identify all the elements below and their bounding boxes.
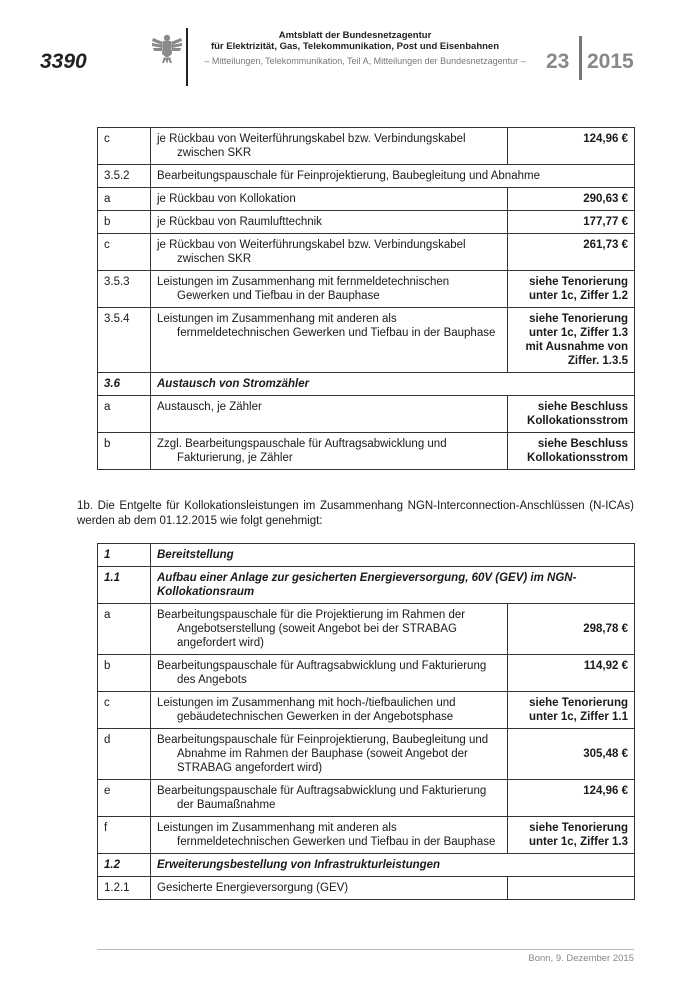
row-number: b (98, 655, 151, 692)
row-description-text: Leistungen im Zusammenhang mit fernmeldetechnischen Gewerken und Tiefbau in der Bauphase (157, 276, 450, 302)
federal-eagle-icon (150, 32, 184, 66)
table-row (98, 780, 635, 817)
row-number: b (98, 211, 151, 234)
row-number: c (98, 692, 151, 729)
header-divider (186, 28, 188, 86)
row-price: siehe Tenorierung unter 1c, Ziffer 1.1 (508, 692, 635, 729)
table-row (98, 165, 635, 188)
row-description-text: Leistungen im Zusammenhang mit anderen als fernmeldetechnischen Gewerken und Tiefbau in der Bauphase (157, 822, 496, 848)
issue-divider (579, 36, 582, 80)
section-number: 1.2 (98, 854, 151, 877)
paragraph-1b: 1b. Die Entgelte für Kollokationsleistungen im Zusammenhang NGN-Interconnection-Anschlüssen (N-ICAs) werden ab dem 01.12.2015 wie folgt genehmigt: (77, 500, 634, 527)
table-row (98, 433, 635, 470)
table-row (98, 128, 635, 165)
journal-title-line1: Amtsblatt der Bundesnetzagentur (278, 30, 432, 41)
row-number: a (98, 396, 151, 433)
row-description (151, 692, 508, 729)
row-description (151, 188, 508, 211)
row-price: 261,73 € (508, 234, 635, 271)
row-description-text: Gesicherte Energieversorgung (GEV) (157, 882, 349, 894)
section-row (98, 544, 635, 567)
row-number: c (98, 128, 151, 165)
row-price: siehe Tenorierung unter 1c, Ziffer 1.3 mit Ausnahme von Ziffer. 1.3.5 (508, 308, 635, 373)
table-row (98, 604, 635, 655)
row-price: 124,96 € (508, 780, 635, 817)
section-number: 3.6 (98, 373, 151, 396)
table-row (98, 308, 635, 373)
fee-table-1 (97, 127, 635, 470)
section-row (98, 373, 635, 396)
row-description (151, 271, 508, 308)
row-description (151, 308, 508, 373)
section-row (98, 854, 635, 877)
row-description (151, 396, 508, 433)
journal-title (190, 30, 520, 52)
section-title: Erweiterungsbestellung von Infrastrukturleistungen (151, 854, 635, 877)
issue-year: 2015 (587, 50, 634, 73)
row-description-text: Bearbeitungspauschale für die Projektierung im Rahmen der Angebotserstellung (soweit Angebot bei der STRABAG angefordert wird) (157, 609, 466, 649)
row-description (151, 211, 508, 234)
row-description-text: Austausch, je Zähler (157, 401, 262, 413)
section-number: 1 (98, 544, 151, 567)
row-description (151, 780, 508, 817)
row-description-text: Bearbeitungspauschale für Feinprojektierung, Baubegleitung und Abnahme im Rahmen der Bauphase (soweit Angebot der STRABAG angefordert wird) (157, 734, 489, 774)
row-description-text: Leistungen im Zusammenhang mit anderen als fernmeldetechnischen Gewerken und Tiefbau in der Bauphase (157, 313, 496, 339)
row-number: b (98, 433, 151, 470)
row-description (151, 877, 508, 900)
row-description-text: je Rückbau von Weiterführungskabel bzw. Verbindungskabel zwischen SKR (157, 133, 466, 159)
fee-table-2 (97, 543, 635, 900)
row-description-text: Bearbeitungspauschale für Auftragsabwicklung und Fakturierung der Baumaßnahme (157, 785, 487, 811)
section-row (98, 567, 635, 604)
section-number: 1.1 (98, 567, 151, 604)
row-price: siehe Tenorierung unter 1c, Ziffer 1.3 (508, 817, 635, 854)
table-row (98, 729, 635, 780)
journal-title-line2: für Elektrizität, Gas, Telekommunikation, Post und Eisenbahnen (210, 41, 500, 52)
row-description-text: Zzgl. Bearbeitungspauschale für Auftragsabwicklung und Fakturierung, je Zähler (157, 438, 447, 464)
row-price: 114,92 € (508, 655, 635, 692)
row-price: 124,96 € (508, 128, 635, 165)
section-title: Aufbau einer Anlage zur gesicherten Energieversorgung, 60V (GEV) im NGN-Kollokationsraum (151, 567, 635, 604)
table-row (98, 655, 635, 692)
row-number: 3.5.2 (98, 165, 151, 188)
row-description-text: je Rückbau von Kollokation (157, 193, 296, 205)
row-number: 3.5.3 (98, 271, 151, 308)
page-number: 3390 (40, 50, 87, 73)
row-price: siehe Beschluss Kollokationsstrom (508, 433, 635, 470)
table-row (98, 396, 635, 433)
section-title: Bereitstellung (151, 544, 635, 567)
row-description-text: Leistungen im Zusammenhang mit hoch-/tiefbaulichen und gebäudetechnischen Gewerken in der Angebotsphase (157, 697, 456, 723)
row-price (508, 877, 635, 900)
row-price: 177,77 € (508, 211, 635, 234)
row-description (151, 604, 508, 655)
table-row (98, 271, 635, 308)
row-description (151, 165, 635, 188)
footer-divider (97, 949, 634, 950)
table-row (98, 692, 635, 729)
row-description-text: Bearbeitungspauschale für Feinprojektierung, Baubegleitung und Abnahme (157, 170, 540, 182)
row-price: 305,48 € (508, 729, 635, 780)
table-row (98, 188, 635, 211)
row-description (151, 655, 508, 692)
row-number: f (98, 817, 151, 854)
table-row (98, 211, 635, 234)
row-number: 1.2.1 (98, 877, 151, 900)
row-description-text: Bearbeitungspauschale für Auftragsabwicklung und Fakturierung des Angebots (157, 660, 487, 686)
row-description (151, 234, 508, 271)
table-row (98, 877, 635, 900)
table-row (98, 817, 635, 854)
row-description-text: je Rückbau von Weiterführungskabel bzw. Verbindungskabel zwischen SKR (157, 239, 466, 265)
row-number: 3.5.4 (98, 308, 151, 373)
row-description (151, 433, 508, 470)
row-number: c (98, 234, 151, 271)
issue-number: 23 (546, 50, 570, 73)
journal-subtitle: – Mitteilungen, Telekommunikation, Teil A, Mitteilungen der Bundesnetzagentur – (204, 56, 526, 66)
table-row (98, 234, 635, 271)
row-price: 298,78 € (508, 604, 635, 655)
row-price: siehe Tenorierung unter 1c, Ziffer 1.2 (508, 271, 635, 308)
row-number: d (98, 729, 151, 780)
row-description (151, 817, 508, 854)
section-title: Austausch von Stromzähler (151, 373, 635, 396)
row-price: siehe Beschluss Kollokationsstrom (508, 396, 635, 433)
row-description-text: je Rückbau von Raumlufttechnik (157, 216, 322, 228)
footer-place-date: Bonn, 9. Dezember 2015 (528, 953, 634, 964)
row-number: e (98, 780, 151, 817)
row-description (151, 729, 508, 780)
row-number: a (98, 604, 151, 655)
row-number: a (98, 188, 151, 211)
row-description (151, 128, 508, 165)
row-price: 290,63 € (508, 188, 635, 211)
